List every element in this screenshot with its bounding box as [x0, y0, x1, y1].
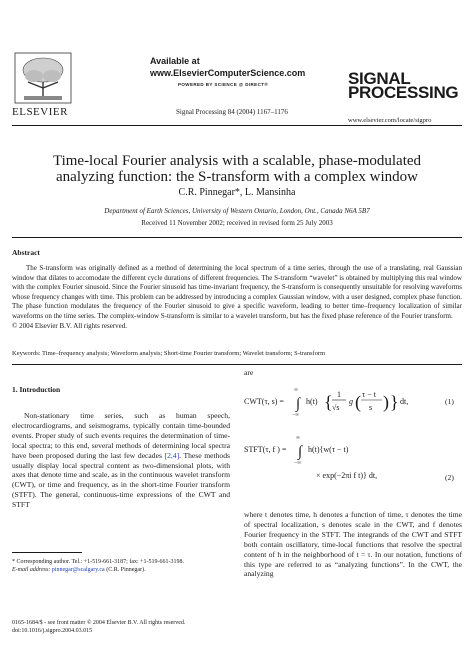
- powered-by-label: POWERED BY SCIENCE @ DIRECT®: [178, 82, 269, 87]
- svg-text:∞: ∞: [294, 387, 298, 393]
- journal-logo: [348, 69, 459, 102]
- svg-text:): ): [383, 392, 389, 412]
- equation-stft: [244, 432, 462, 490]
- equation-2-number: (2): [445, 473, 454, 482]
- section-heading-introduction: 1. Introduction: [12, 385, 61, 394]
- svg-text:τ − t: τ − t: [362, 390, 376, 399]
- right-column-paragraph: where t denotes time, h denotes a function of time, τ denotes the time of spectral localization, s denotes scale in the CWT, and f denotes Fourier frequency in the STFT. The integrands of the CWT and STFT both contain oscillatory, time-local functions that resolve the spectral content of h in the neighborhood of t = τ. In our notation, functions of this type are referred to as “analyzing functions”. In the CWT, the analyzing: [244, 510, 462, 579]
- svg-text:(: (: [355, 392, 361, 412]
- intro-text-before: Non-stationary time series, such as human speech, electrocardiograms, and seismograms, typically contain time-bounded events. Proper study of such events requires the determination of time-local spectra; to this end, several methods of determining local spectra have been proposed during the last few decades: [12, 411, 230, 460]
- svg-text:g: g: [349, 397, 353, 406]
- footnote-rule: [12, 552, 82, 553]
- paper-title-line2: analyzing function: the S-transform with a complex window: [56, 169, 418, 185]
- svg-text:s: s: [369, 403, 373, 412]
- doi-line: doi:10.1016/j.sigpro.2004.03.015: [12, 628, 93, 634]
- svg-text:STFT(τ, f ) =: STFT(τ, f ) =: [244, 445, 287, 454]
- svg-text:∫: ∫: [298, 444, 303, 460]
- journal-url[interactable]: www.elsevier.com/locate/sigpro: [348, 117, 432, 124]
- svg-text:× exp(−2πi f t)} dt,: × exp(−2πi f t)} dt,: [316, 471, 378, 480]
- journal-logo-line2: PROCESSING: [348, 83, 459, 102]
- publisher-name: ELSEVIER: [12, 106, 68, 118]
- issn-line: 0165-1684/$ - see front matter © 2004 Elsevier B.V. All rights reserved.: [12, 620, 186, 626]
- journal-logo-line1: SIGNAL: [348, 69, 411, 88]
- equation-1-number: (1): [445, 397, 454, 406]
- svg-text:−∞: −∞: [292, 412, 300, 418]
- abstract-heading: Abstract: [12, 248, 40, 257]
- email-label: E-mail address:: [12, 567, 52, 573]
- svg-text:h(t){w(τ − t): h(t){w(τ − t): [308, 445, 349, 454]
- email-link[interactable]: pinnegar@scalgary.ca: [51, 567, 105, 573]
- journal-reference: Signal Processing 84 (2004) 1167–1176: [176, 108, 288, 116]
- paper-title-line1: Time-local Fourier analysis with a scalable, phase-modulated: [52, 153, 422, 169]
- svg-text:dt,: dt,: [400, 397, 409, 406]
- elsevier-tree-logo-icon: [14, 52, 72, 104]
- issn-block: [12, 619, 312, 635]
- site-link[interactable]: www.ElsevierComputerScience.com: [150, 68, 306, 78]
- footnote: [12, 558, 230, 574]
- received-dates: Received 11 November 2002; received in revised form 25 July 2003: [141, 219, 333, 227]
- affiliation: Department of Earth Sciences, University of Western Ontario, London, Ont., Canada N6A 5B7: [104, 207, 370, 215]
- header-rule: [12, 125, 462, 126]
- footnote-corresponding: * Corresponding author. Tel.: +1-519-661-3187; fax: +1-519-661-3198.: [12, 559, 185, 565]
- svg-text:∫: ∫: [296, 396, 301, 412]
- footnote-email-line: [12, 566, 230, 574]
- email-suffix: (C.R. Pinnegar).: [104, 567, 146, 573]
- introduction-paragraph: [12, 411, 230, 510]
- keywords: Keywords: Time–frequency analysis; Waveform analysis; Short-time Fourier transform; Wavelet transform; S-transform: [12, 350, 326, 357]
- intro-text-after: . These methods usually display local spectral content as two-dimensional plots, with axes that denote time and scale, as in the continuous wavelet transform (CWT), or time and frequency, as in the short-time Fourier transform (STFT). The general, continuous-time expressions of the CWT and STFT: [12, 450, 230, 510]
- authors: C.R. Pinnegar*, L. Mansinha: [178, 187, 296, 198]
- equation-cwt: [244, 382, 462, 422]
- svg-text:∞: ∞: [296, 435, 300, 441]
- abstract-copyright: © 2004 Elsevier B.V. All rights reserved.: [12, 321, 128, 330]
- available-at-label: Available at: [150, 56, 200, 66]
- svg-text:√s: √s: [332, 403, 340, 412]
- svg-text:1: 1: [337, 390, 341, 399]
- svg-text:h(t): h(t): [306, 397, 318, 406]
- svg-text:CWT(τ, s) =: CWT(τ, s) =: [244, 397, 284, 406]
- svg-text:−∞: −∞: [294, 460, 302, 466]
- abstract-body: [12, 264, 462, 331]
- svg-text:{: {: [324, 392, 333, 412]
- abstract-rule: [12, 364, 462, 365]
- abstract-text: The S-transform was originally defined as a method of determining the local spectrum of a time series, through the use of a translating, real Gaussian window that dilates to accomodate the different cycle durations of different frequencies. The S-transform “wavelet” is obtained by multiplying this real window with the complex Fourier sinusoid. Since the Fourier sinusoid has time-invariant frequency, the S-transform is consequently unsuitable for resolving waveforms whose frequency changes with time. This problem can be addressed by introducing a complex Gaussian window, with a user designed, complex phase function. The phase function modulates the frequency of the Fourier sinusoid to give a specific waveform, leading to better time–frequency localization of similar waveforms on the time series. The complex-window S-transform is similar to a wavelet transform, but has the fixed phase reference of the Fourier transform.: [12, 264, 462, 320]
- title-rule: [12, 237, 462, 238]
- svg-text:}: }: [390, 392, 399, 412]
- are-text: are: [244, 368, 254, 377]
- reference-link[interactable]: [2,4]: [164, 450, 180, 460]
